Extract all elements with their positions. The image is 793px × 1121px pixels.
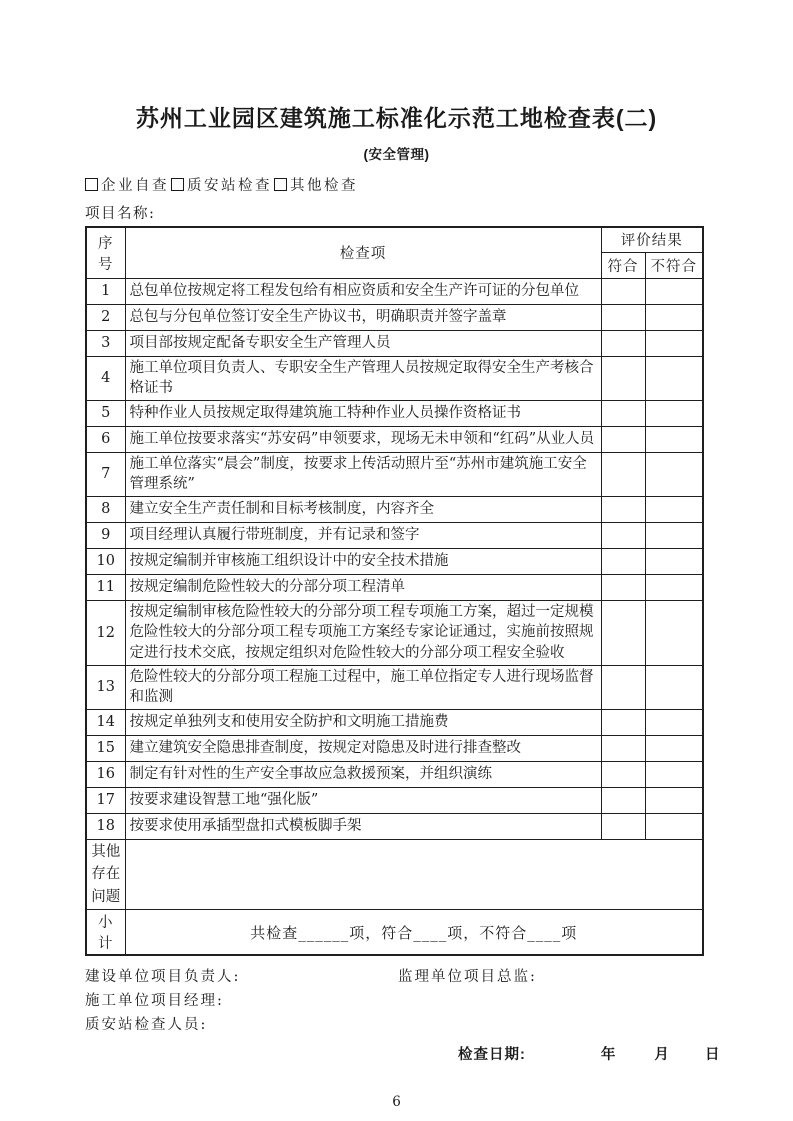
subtotal-row	[86, 910, 703, 956]
row-pass-cell	[601, 278, 645, 304]
table-row	[86, 574, 703, 600]
table-row	[86, 356, 703, 400]
row-pass-cell	[601, 452, 645, 496]
row-check-item: 按规定编制危险性较大的分部分项工程清单	[125, 574, 601, 600]
row-number: 8	[86, 496, 125, 522]
row-number: 17	[86, 787, 125, 813]
row-pass-cell	[601, 522, 645, 548]
row-pass-cell	[601, 548, 645, 574]
inspector-signature-label: 质安站检查人员:	[85, 1017, 208, 1034]
row-check-item: 危险性较大的分部分项工程施工过程中，施工单位指定专人进行现场监督和监测	[125, 665, 601, 709]
row-check-item: 特种作业人员按规定取得建筑施工特种作业人员操作资格证书	[125, 400, 601, 426]
row-fail-cell	[645, 665, 703, 709]
row-pass-cell	[601, 356, 645, 400]
row-check-item: 施工单位项目负责人、专职安全生产管理人员按规定取得安全生产考核合格证书	[125, 356, 601, 400]
table-row	[86, 400, 703, 426]
row-pass-cell	[601, 304, 645, 330]
header-result: 评价结果	[601, 227, 703, 252]
row-check-item: 制定有针对性的生产安全事故应急救援预案，并组织演练	[125, 761, 601, 787]
row-number: 14	[86, 709, 125, 735]
row-number: 9	[86, 522, 125, 548]
row-pass-cell	[601, 400, 645, 426]
row-number: 4	[86, 356, 125, 400]
table-row	[86, 709, 703, 735]
row-number: 10	[86, 548, 125, 574]
row-fail-cell	[645, 813, 703, 839]
row-check-item: 总包单位按规定将工程发包给有相应资质和安全生产许可证的分包单位	[125, 278, 601, 304]
row-fail-cell	[645, 496, 703, 522]
check-items-body	[86, 278, 703, 839]
inspection-date-line	[85, 1043, 793, 1067]
row-pass-cell	[601, 735, 645, 761]
row-fail-cell	[645, 574, 703, 600]
row-fail-cell	[645, 709, 703, 735]
subtotal-label: 小计	[86, 910, 125, 956]
row-check-item: 按规定编制并审核施工组织设计中的安全技术措施	[125, 548, 601, 574]
row-number: 18	[86, 813, 125, 839]
row-fail-cell	[645, 330, 703, 356]
row-number: 2	[86, 304, 125, 330]
row-check-item: 项目经理认真履行带班制度，并有记录和签字	[125, 522, 601, 548]
row-fail-cell	[645, 548, 703, 574]
row-number: 5	[86, 400, 125, 426]
subtotal-text: 共检查______项，符合____项，不符合____项	[125, 910, 703, 956]
row-fail-cell	[645, 761, 703, 787]
row-fail-cell	[645, 452, 703, 496]
check-type-line	[85, 174, 793, 195]
checkbox-icon	[274, 178, 287, 191]
table-row	[86, 548, 703, 574]
row-pass-cell	[601, 787, 645, 813]
row-fail-cell	[645, 278, 703, 304]
row-fail-cell	[645, 787, 703, 813]
check-type-label: 企业自查	[101, 178, 169, 194]
row-number: 7	[86, 452, 125, 496]
row-fail-cell	[645, 356, 703, 400]
check-type-label: 其他检查	[290, 178, 358, 194]
row-number: 3	[86, 330, 125, 356]
row-fail-cell	[645, 304, 703, 330]
table-row	[86, 813, 703, 839]
table-row	[86, 496, 703, 522]
row-pass-cell	[601, 600, 645, 665]
check-type-other	[274, 178, 358, 194]
month-label: 月	[654, 1047, 670, 1064]
page-subtitle: (安全管理)	[363, 147, 430, 162]
row-fail-cell	[645, 735, 703, 761]
checkbox-icon	[171, 178, 184, 191]
row-pass-cell	[601, 330, 645, 356]
row-fail-cell	[645, 522, 703, 548]
row-number: 12	[86, 600, 125, 665]
inspection-table	[85, 226, 704, 956]
row-pass-cell	[601, 813, 645, 839]
row-pass-cell	[601, 574, 645, 600]
row-fail-cell	[645, 600, 703, 665]
table-row	[86, 735, 703, 761]
checkbox-icon	[85, 178, 98, 191]
row-number: 1	[86, 278, 125, 304]
header-check-item: 检查项	[125, 227, 601, 278]
check-type-label: 质安站检查	[187, 178, 272, 194]
signature-block	[85, 965, 793, 1067]
row-fail-cell	[645, 400, 703, 426]
header-seq: 序号	[86, 227, 125, 278]
other-problems-row	[86, 839, 703, 909]
row-pass-cell	[601, 665, 645, 709]
row-check-item: 施工单位落实“晨会”制度，按要求上传活动照片至“苏州市建筑施工安全管理系统”	[125, 452, 601, 496]
other-problems-cell	[125, 839, 703, 909]
check-type-enterprise	[85, 178, 169, 194]
other-problems-label: 其他存在问题	[86, 839, 125, 909]
row-number: 15	[86, 735, 125, 761]
date-label: 检查日期:	[458, 1047, 526, 1064]
table-row	[86, 304, 703, 330]
table-row	[86, 330, 703, 356]
signature-line-3	[85, 1013, 793, 1037]
page-title: 苏州工业园区建筑施工标准化示范工地检查表(二)	[135, 105, 658, 131]
builder-signature-label: 建设单位项目负责人:	[85, 969, 241, 986]
row-pass-cell	[601, 496, 645, 522]
row-check-item: 建立建筑安全隐患排查制度，按规定对隐患及时进行排查整改	[125, 735, 601, 761]
signature-line-1	[85, 965, 793, 989]
row-check-item: 建立安全生产责任制和目标考核制度，内容齐全	[125, 496, 601, 522]
row-check-item: 按规定编制审核危险性较大的分部分项工程专项施工方案，超过一定规模危险性较大的分部分项工程专项施工方案经专家论证通过，实施前按照规定进行技术交底，按规定组织对危险性较大的分部分项工程安全验收	[125, 600, 601, 665]
row-check-item: 施工单位按要求落实“苏安码”申领要求，现场无未申领和“红码”从业人员	[125, 426, 601, 452]
row-check-item: 项目部按规定配备专职安全生产管理人员	[125, 330, 601, 356]
year-label: 年	[600, 1047, 617, 1064]
table-row	[86, 278, 703, 304]
row-check-item: 按规定单独列支和使用安全防护和文明施工措施费	[125, 709, 601, 735]
row-number: 16	[86, 761, 125, 787]
table-row	[86, 600, 703, 665]
row-fail-cell	[645, 426, 703, 452]
page-number: 6	[392, 1094, 401, 1110]
header-fail: 不符合	[645, 252, 703, 278]
row-pass-cell	[601, 761, 645, 787]
supervisor-signature-label: 监理单位项目总监:	[398, 969, 537, 986]
row-check-item: 按要求使用承插型盘扣式模板脚手架	[125, 813, 601, 839]
row-pass-cell	[601, 709, 645, 735]
project-name-label: 项目名称:	[85, 206, 156, 222]
table-row	[86, 787, 703, 813]
table-row	[86, 761, 703, 787]
table-row	[86, 426, 703, 452]
day-label: 日	[704, 1047, 721, 1064]
row-pass-cell	[601, 426, 645, 452]
table-row	[86, 665, 703, 709]
row-check-item: 按要求建设智慧工地“强化版”	[125, 787, 601, 813]
row-check-item: 总包与分包单位签订安全生产协议书，明确职责并签字盖章	[125, 304, 601, 330]
row-number: 11	[86, 574, 125, 600]
check-type-station	[171, 178, 272, 194]
table-row	[86, 522, 703, 548]
row-number: 13	[86, 665, 125, 709]
header-pass: 符合	[601, 252, 645, 278]
table-row	[86, 452, 703, 496]
row-number: 6	[86, 426, 125, 452]
contractor-signature-label: 施工单位项目经理:	[85, 993, 224, 1010]
signature-line-2	[85, 989, 793, 1013]
